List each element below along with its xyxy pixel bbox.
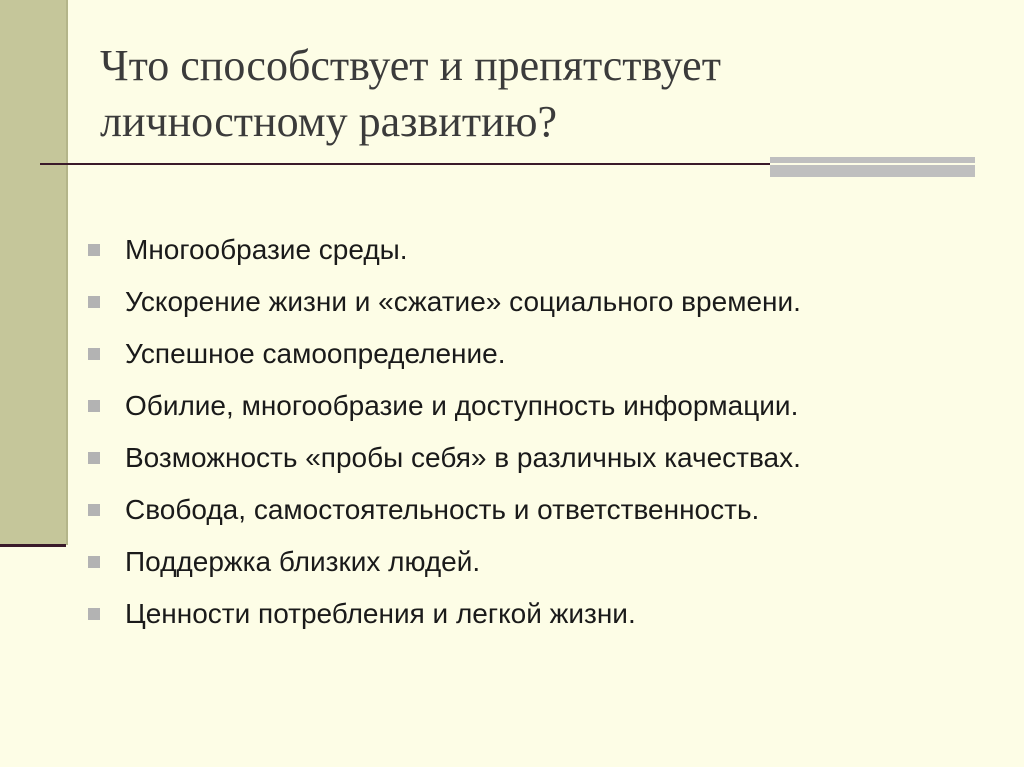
square-bullet-icon [88, 556, 100, 568]
list-item-text: Успешное самоопределение. [125, 338, 506, 369]
left-decorative-band [0, 0, 66, 545]
list-item-text: Возможность «пробы себя» в различных качествах. [125, 442, 801, 473]
square-bullet-icon [88, 400, 100, 412]
list-item [88, 224, 1008, 276]
list-item [88, 328, 1008, 380]
list-item [88, 432, 1008, 484]
list-item-text: Обилие, многообразие и доступность информации. [125, 390, 799, 421]
square-bullet-icon [88, 452, 100, 464]
slide-title-line-2: личностному развитию? [100, 97, 557, 146]
list-item [88, 588, 1008, 640]
square-bullet-icon [88, 244, 100, 256]
list-item-text: Свобода, самостоятельность и ответственность. [125, 494, 760, 525]
square-bullet-icon [88, 348, 100, 360]
title-underline [40, 163, 775, 165]
list-item-text: Поддержка близких людей. [125, 546, 481, 577]
list-item-text: Многообразие среды. [125, 234, 408, 265]
square-bullet-icon [88, 296, 100, 308]
list-item [88, 536, 1008, 588]
square-bullet-icon [88, 504, 100, 516]
slide-title [100, 38, 980, 150]
band-bottom-rule [0, 544, 66, 547]
square-bullet-icon [88, 608, 100, 620]
list-item [88, 484, 1008, 536]
list-item [88, 276, 1008, 328]
left-band-shadow [66, 0, 68, 545]
list-item-text: Ценности потребления и легкой жизни. [125, 598, 636, 629]
list-item-text: Ускорение жизни и «сжатие» социального времени. [125, 286, 801, 317]
list-item [88, 380, 1008, 432]
slide-title-line-1: Что способствует и препятствует [100, 41, 721, 90]
bullet-list [88, 224, 1008, 640]
title-accent-bar [770, 157, 975, 177]
